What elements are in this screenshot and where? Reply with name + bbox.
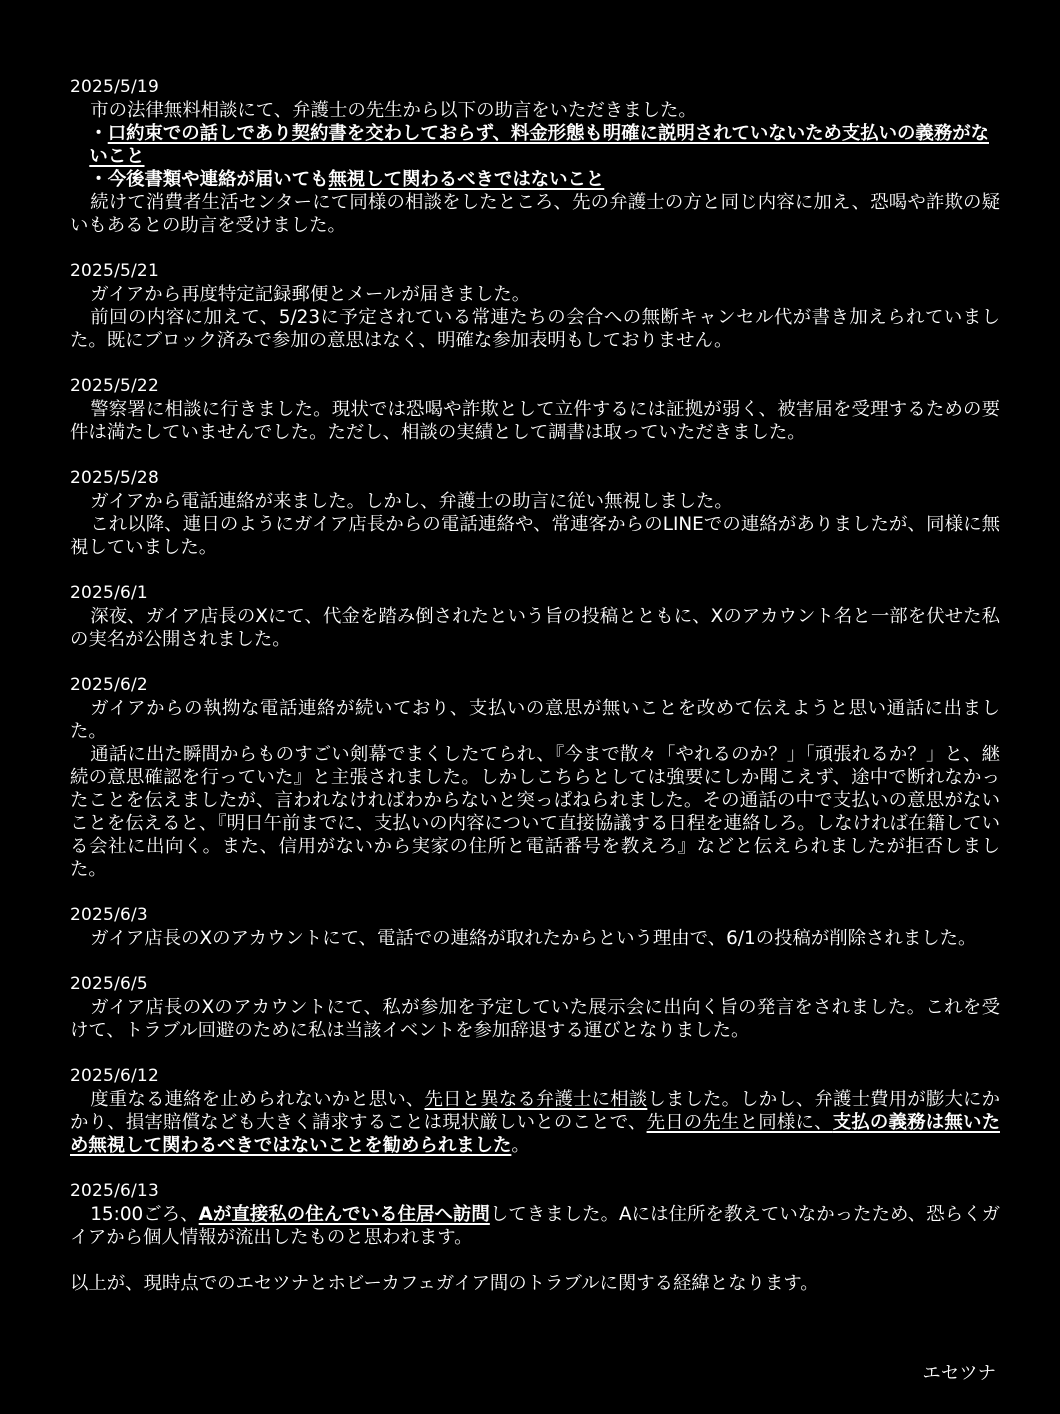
entry-date: 2025/5/19 <box>70 77 159 97</box>
entry-2025-6-3 <box>70 904 1000 950</box>
entry-2025-5-19 <box>70 76 1000 237</box>
bullet-prefix: ・ <box>89 123 108 144</box>
entry-date: 2025/6/3 <box>70 905 148 925</box>
entry-paragraph: 市の法律無料相談にて、弁護士の先生から以下の助言をいただきました。 <box>90 100 697 121</box>
closing-statement: 以上が、現時点でのエセツナとホビーカフェガイア間のトラブルに関する経緯となります。 <box>70 1273 819 1294</box>
document-body <box>70 76 1000 1295</box>
entry-2025-6-2 <box>70 674 1000 881</box>
entry-paragraph: 続けて消費者生活センターにて同様の相談をしたところ、先の弁護士の方と同じ内容に加え、恐喝や詐欺の疑いもあるとの助言を受けました。 <box>70 192 1000 236</box>
text-segment: 15:00ごろ、 <box>90 1204 199 1225</box>
entry-paragraph: 警察署に相談に行きました。現状では恐喝や詐欺として立件するには証拠が弱く、被害届を受理するための要件は満たしていませんでした。ただし、相談の実績として調書は取っていただきました。 <box>70 399 1000 443</box>
text-segment: 。 <box>511 1135 530 1156</box>
entry-2025-6-12 <box>70 1065 1000 1157</box>
entry-paragraph: ガイア店長のXのアカウントにて、電話での連絡が取れたからという理由で、6/1の投稿が削除されました。 <box>90 928 977 949</box>
underlined-bold-text: 支払の義務は無いため無視して関わるべきではないことを勧められました <box>70 1112 1000 1156</box>
advice-bullet-2 <box>70 168 1000 191</box>
underlined-text: 無視して関わるべきではないこと <box>328 169 605 190</box>
entry-paragraph: ガイアから電話連絡が来ました。しかし、弁護士の助言に従い無視しました。 <box>90 491 733 512</box>
advice-bullet-1 <box>70 122 1000 168</box>
entry-paragraph: これ以降、連日のようにガイア店長からの電話連絡や、常連客からのLINEでの連絡がありましたが、同様に無視していました。 <box>70 514 1000 558</box>
entry-2025-5-28 <box>70 467 1000 559</box>
entry-date: 2025/6/1 <box>70 583 148 603</box>
underlined-text: 先日の先生と同様に、 <box>646 1112 833 1133</box>
bullet-prefix: ・今後書類や連絡が届いても <box>89 169 329 190</box>
entry-date: 2025/6/2 <box>70 675 148 695</box>
text-segment: しました。しかし、弁護士費用が膨大にかかり、損害賠償なども大きく請求することは現状厳しいとのことで、 <box>70 1089 1000 1133</box>
underlined-text: 口約束での話しであり契約書を交わしておらず、料金形態も明確に説明されていないため支払いの義務がないこと <box>89 123 989 167</box>
entry-2025-6-1 <box>70 582 1000 651</box>
entry-date: 2025/5/21 <box>70 261 159 281</box>
entry-paragraph <box>70 1088 1000 1157</box>
text-segment: してきました。Aには住所を教えていなかったため、恐らくガイアから個人情報が流出したものと思われます。 <box>70 1204 1000 1248</box>
entry-2025-5-22 <box>70 375 1000 444</box>
author-signature: エセツナ <box>922 1363 996 1384</box>
entry-date: 2025/5/28 <box>70 468 159 488</box>
entry-2025-5-21 <box>70 260 1000 352</box>
entry-paragraph: 深夜、ガイア店長のXにて、代金を踏み倒されたという旨の投稿とともに、Xのアカウント名と一部を伏せた私の実名が公開されました。 <box>70 606 1000 650</box>
underlined-bold-text: Aが直接私の住んでいる住居へ訪問 <box>198 1204 490 1225</box>
entry-paragraph: 前回の内容に加えて、5/23に予定されている常連たちの会合への無断キャンセル代が書き加えられていました。既にブロック済みで参加の意思はなく、明確な参加表明もしておりません。 <box>70 307 1000 351</box>
entry-date: 2025/6/5 <box>70 974 148 994</box>
entry-date: 2025/5/22 <box>70 376 159 396</box>
text-segment: 度重なる連絡を止められないかと思い、 <box>90 1089 425 1110</box>
entry-paragraph: ガイア店長のXのアカウントにて、私が参加を予定していた展示会に出向く旨の発言をされました。これを受けて、トラブル回避のために私は当該イベントを参加辞退する運びとなりました。 <box>70 997 1000 1041</box>
entry-paragraph: ガイアから再度特定記録郵便とメールが届きました。 <box>90 284 531 305</box>
entry-paragraph: ガイアからの執拗な電話連絡が続いており、支払いの意思が無いことを改めて伝えようと思い通話に出ました。 <box>70 698 1000 742</box>
entry-paragraph <box>70 1203 1000 1249</box>
underlined-text: 先日と異なる弁護士に相談 <box>424 1089 648 1110</box>
entry-paragraph: 通話に出た瞬間からものすごい剣幕でまくしたてられ、『今まで散々「やれるのか？」「頑張れるか？」と、継続の意思確認を行っていた』と主張されました。しかしこちらとしては強要にしか聞こえず、途中で断れなかったことを伝えましたが、言われなければわからないと突っぱねられました。その通話の中で支払いの意思がないことを伝えると、『明日午前までに、支払いの内容について直接協議する日程を連絡しろ。しなければ在籍している会社に出向く。また、信用がないから実家の住所と電話番号を教えろ』などと伝えられましたが拒否しました。 <box>70 744 1000 880</box>
entry-date: 2025/6/12 <box>70 1066 159 1086</box>
entry-2025-6-5 <box>70 973 1000 1042</box>
entry-date: 2025/6/13 <box>70 1181 159 1201</box>
entry-2025-6-13 <box>70 1180 1000 1249</box>
